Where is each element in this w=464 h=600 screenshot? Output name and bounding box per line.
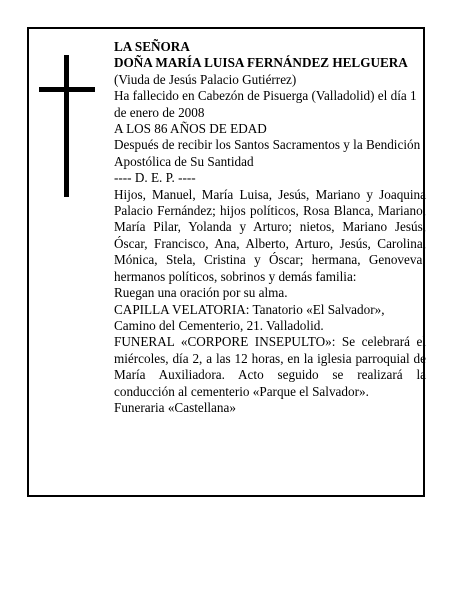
death-info: Ha fallecido en Cabezón de Pisuerga (Valladolid) el día 1 de enero de 2008 xyxy=(114,88,417,120)
funeral-home: Funeraria «Castellana» xyxy=(114,399,236,415)
deceased-name: DOÑA MARÍA LUISA FERNÁNDEZ HELGUERA xyxy=(114,55,408,71)
rip: ---- D. E. P. ---- xyxy=(114,170,196,186)
sacraments: Después de recibir los Santos Sacramentos y la Bendición Apostólica de Su Santidad xyxy=(114,137,421,169)
widow-of: (Viuda de Jesús Palacio Gutiérrez) xyxy=(114,71,297,87)
obituary-title: LA SEÑORA xyxy=(114,39,190,54)
age: A LOS 86 AÑOS DE EDAD xyxy=(114,121,267,137)
chapel: CAPILLA VELATORIA: Tanatorio «El Salvador», Camino del Cementerio, 21. Valladolid. xyxy=(114,301,385,333)
family: Hijos, Manuel, María Luisa, Jesús, Mariano y Joaquina Palacio Fernández; hijos políticos, Rosa Blanca, Mariano, María Pilar, Yolanda y Arturo; nietos, Mariano Jesús, Óscar, Francisco, Ana, Alberto, Arturo, Jesús, Carolina, Mónica, Stela, Cristina y Óscar; hermana, Genoveva; hermanos políticos, sobrinos y demás familia: xyxy=(114,186,426,284)
prayer: Ruegan una oración por su alma. xyxy=(114,285,288,301)
obituary-text xyxy=(114,39,426,416)
funeral: FUNERAL «CORPORE INSEPULTO»: Se celebrará el miércoles, día 2, a las 12 horas, en la iglesia parroquial de María Auxiliadora. Acto seguido se realizará la conducción al cementerio «Parque el Salvador». xyxy=(114,334,426,399)
cross-icon xyxy=(39,55,95,197)
